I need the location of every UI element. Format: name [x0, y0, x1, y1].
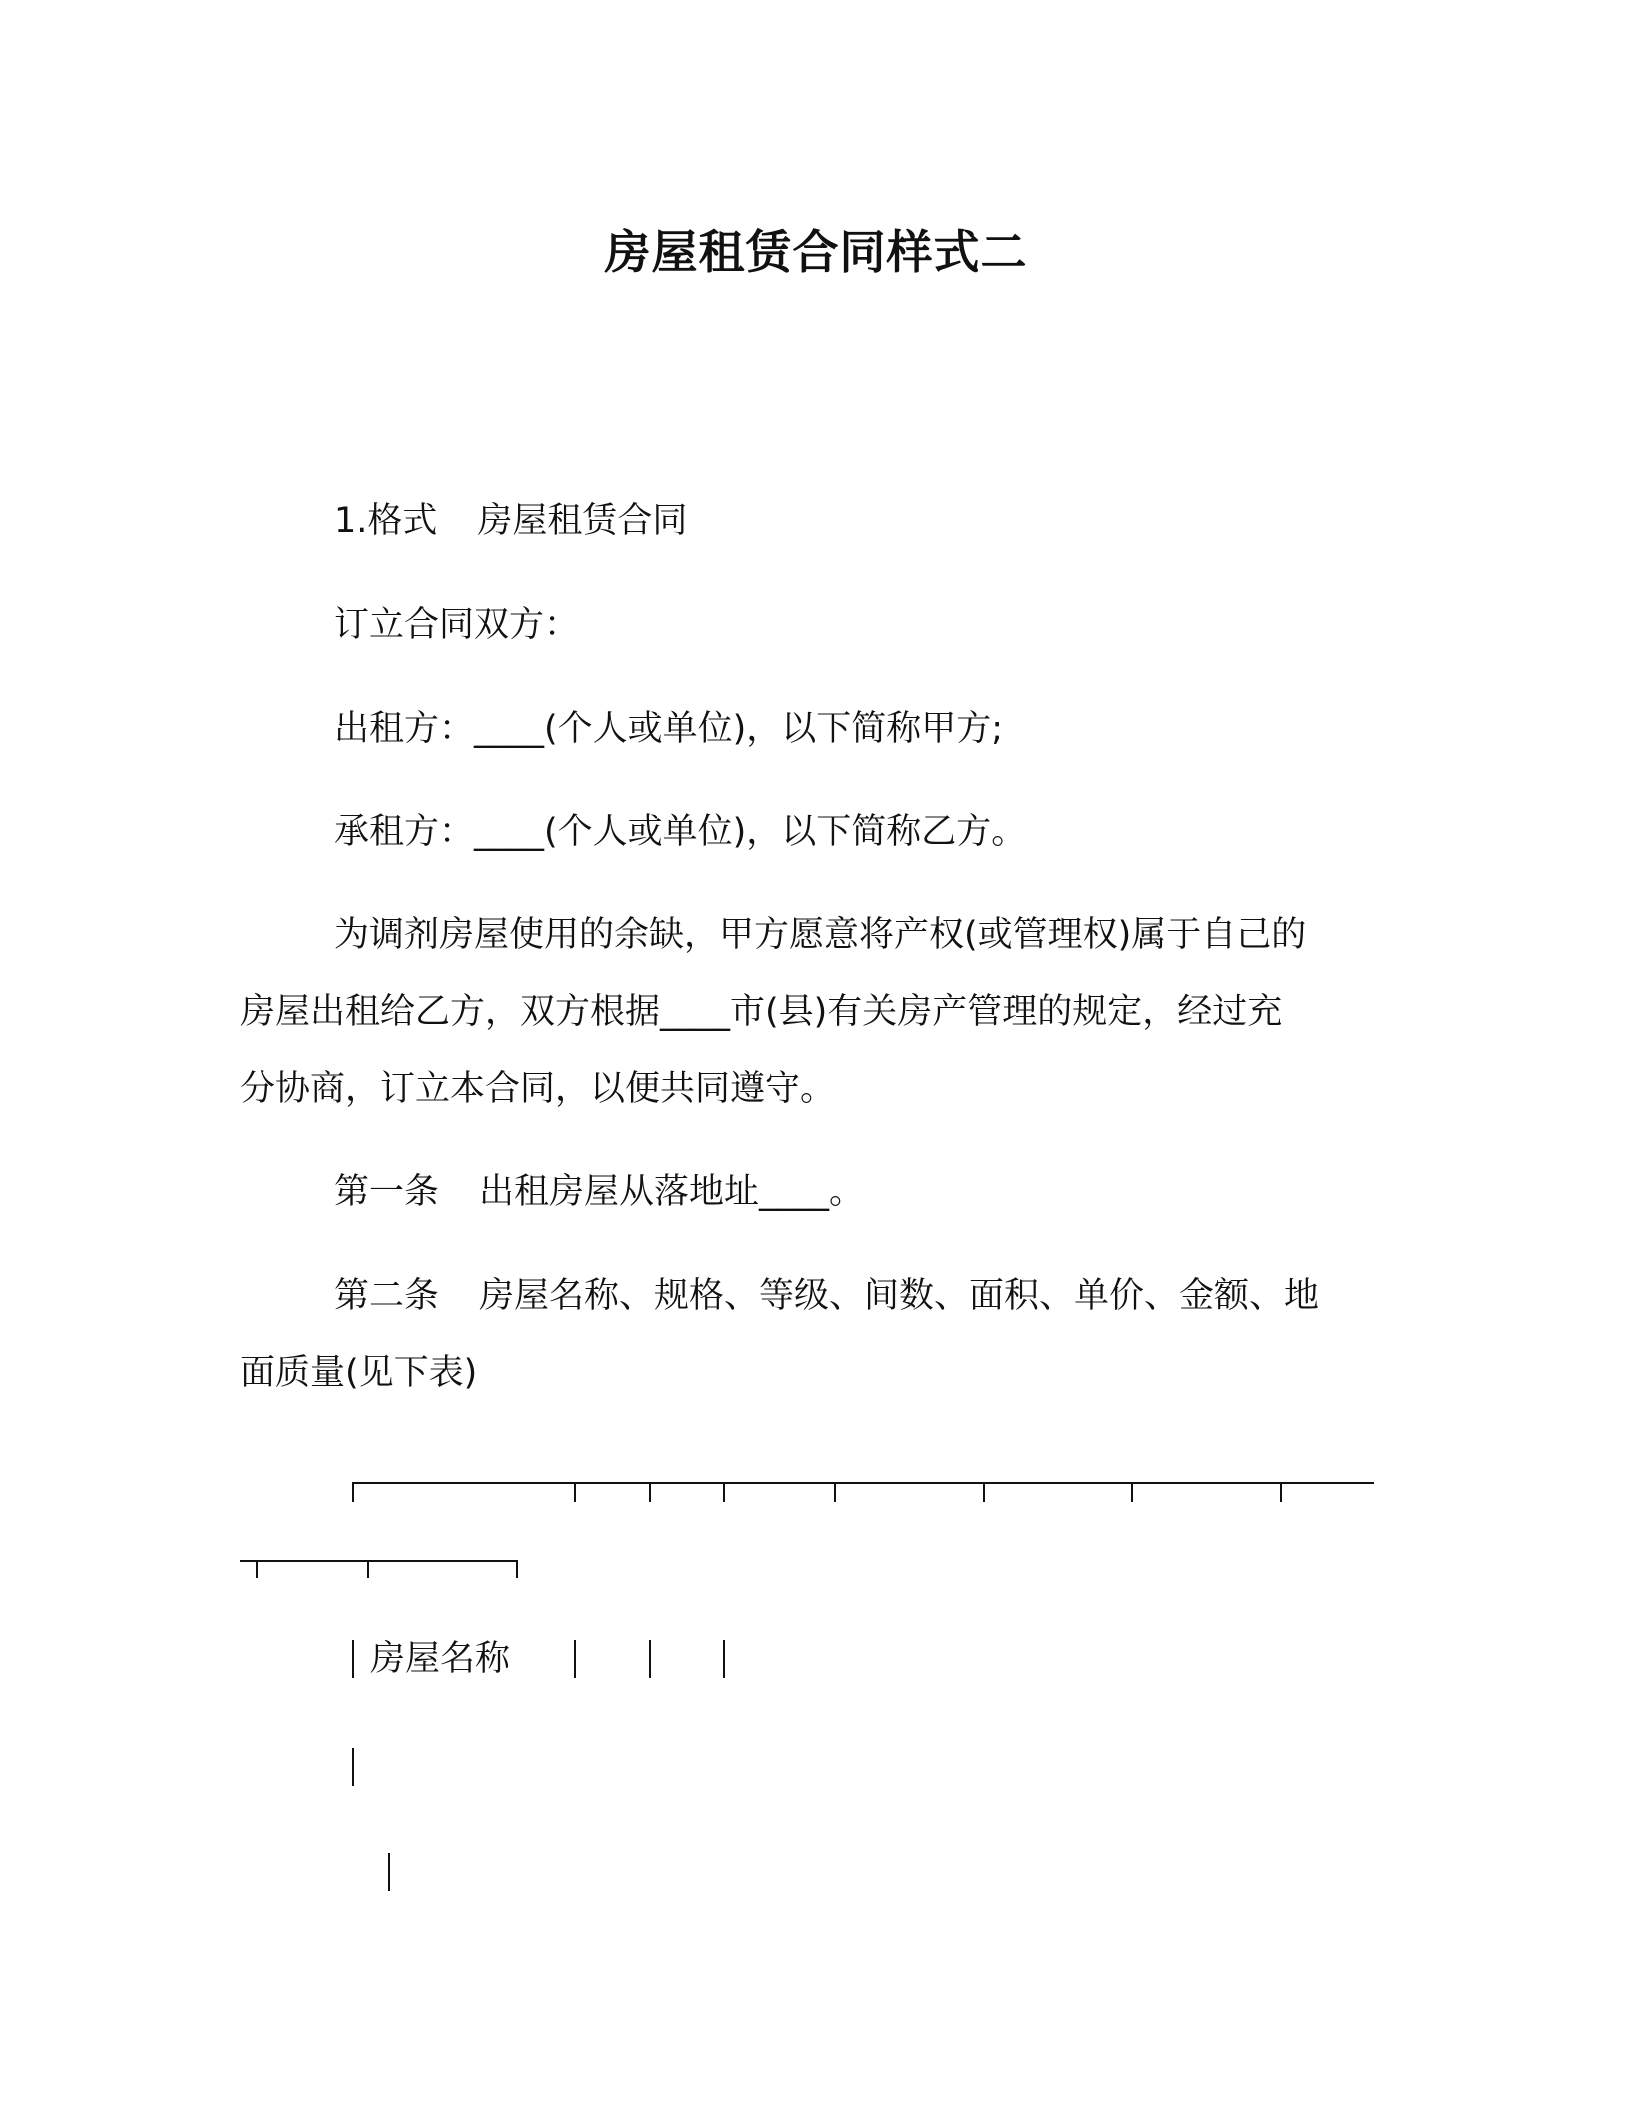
table-cell-house-name: 房屋名称	[370, 1639, 511, 1679]
table-tick	[723, 1482, 725, 1502]
table-tick	[1280, 1482, 1282, 1502]
preamble-line-3: 分协商，订立本合同，以便共同遵守。	[240, 1069, 836, 1109]
table-cell-border	[574, 1640, 576, 1678]
article-2-label: 第二条	[334, 1276, 440, 1316]
article-1	[334, 1168, 864, 1216]
format-line	[334, 497, 687, 545]
table-tick	[649, 1482, 651, 1502]
article-1-text: 出租房屋从落地址____。	[479, 1172, 865, 1212]
table-cell-border	[352, 1640, 354, 1678]
lessor-line: 出租方：____(个人或单位)，以下简称甲方;	[334, 709, 1004, 749]
table-tick	[834, 1482, 836, 1502]
format-label: 1.格式	[334, 501, 438, 541]
article-1-label: 第一条	[334, 1172, 440, 1212]
table-cell-border	[388, 1853, 390, 1891]
article-2-line-2: 面质量(见下表)	[240, 1353, 478, 1393]
preamble-line-2: 房屋出租给乙方，双方根据____市(县)有关房产管理的规定，经过充	[240, 992, 1283, 1032]
format-name: 房屋租赁合同	[477, 501, 688, 541]
article-2-line-1	[334, 1272, 1319, 1320]
table-tick	[256, 1560, 258, 1578]
table-tick	[574, 1482, 576, 1502]
table-tick	[367, 1560, 369, 1578]
article-2-text-1: 房屋名称、规格、等级、间数、面积、单价、金额、地	[479, 1276, 1320, 1316]
table-second-rule	[240, 1560, 516, 1562]
table-tick	[983, 1482, 985, 1502]
preamble-line-1: 为调剂房屋使用的余缺，甲方愿意将产权(或管理权)属于自己的	[334, 915, 1307, 955]
table-cell-border	[723, 1640, 725, 1678]
document-title: 房屋租赁合同样式二	[604, 225, 1028, 279]
parties-heading: 订立合同双方：	[334, 605, 580, 645]
table-cell-border	[352, 1748, 354, 1786]
table-cell-border	[649, 1640, 651, 1678]
table-top-rule	[352, 1482, 1374, 1484]
table-tick	[516, 1560, 518, 1578]
table-tick	[1131, 1482, 1133, 1502]
table-tick	[352, 1482, 354, 1502]
lessee-line: 承租方：____(个人或单位)，以下简称乙方。	[334, 812, 1027, 852]
